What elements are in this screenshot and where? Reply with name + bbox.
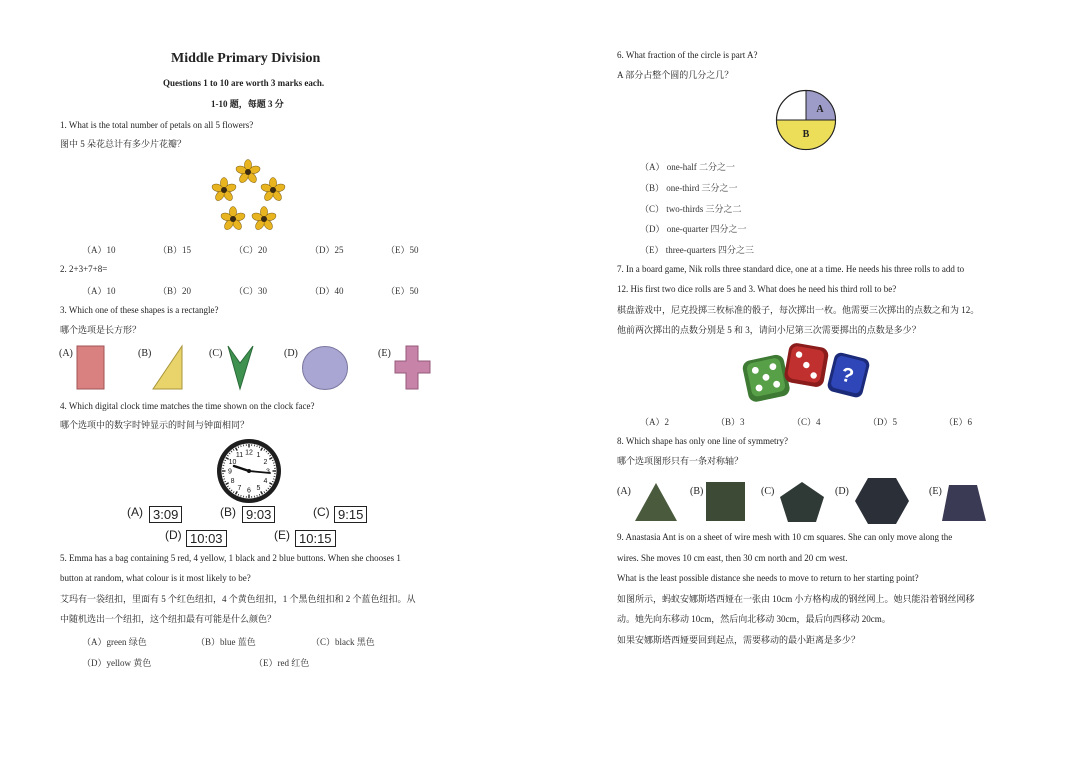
q5-text-en-2: button at random, what colour is it most likely to be? <box>60 573 251 583</box>
q8-label-c[interactable]: (C) <box>761 486 775 497</box>
q9-text-en-2: wires. She moves 10 cm east, then 30 cm north and 20 cm west. <box>617 553 848 563</box>
clock-face <box>215 437 283 505</box>
q7-option-c[interactable]: （C）4 <box>792 417 821 427</box>
cross-shape <box>394 345 432 391</box>
q7-option-b[interactable]: （B）3 <box>716 417 745 427</box>
clock-number: 2 <box>263 459 268 466</box>
q5-text-en-1: 5. Emma has a bag containing 5 red, 4 yellow, 1 black and 2 blue buttons. When she chooses 1 <box>60 553 401 563</box>
q8-label-b[interactable]: (B) <box>690 486 704 497</box>
q4-text-zh: 哪个选项中的数字时钟显示的时间与钟面相同？ <box>60 420 250 430</box>
q8-label-d[interactable]: (D) <box>835 486 849 497</box>
q3-label-a[interactable]: (A) <box>59 348 73 359</box>
q1-option-d[interactable]: （D）25 <box>310 245 344 255</box>
q5-option-d[interactable]: （D）yellow 黄色 <box>82 658 152 668</box>
q1-text-en: 1. What is the total number of petals on all 5 flowers? <box>60 120 254 130</box>
clock-tick <box>241 445 242 447</box>
q2-option-b[interactable]: （B）20 <box>158 286 192 296</box>
right-triangle-shape <box>152 345 184 391</box>
q4-label-d[interactable]: (D) <box>165 528 182 542</box>
q4-label-e[interactable]: (E) <box>274 528 290 542</box>
q6-option-e[interactable]: （E） three-quarters 四分之三 <box>640 245 754 255</box>
clock-tick <box>257 495 258 497</box>
q1-text-zh: 图中 5 朵花总计有多少片花瓣？ <box>60 139 187 149</box>
q8-label-e[interactable]: (E) <box>929 486 942 497</box>
square-shape <box>706 482 746 522</box>
q1-option-c[interactable]: （C）20 <box>234 245 268 255</box>
q7-text-zh-2: 他前两次掷出的点数分别是 5 和 3，请问小尼第三次需要掷出的点数是多少？ <box>617 325 921 335</box>
q8-label-a[interactable]: (A) <box>617 486 631 497</box>
digital-clock-c[interactable]: 9:15 <box>334 506 367 523</box>
digital-clock-b[interactable]: 9:03 <box>242 506 275 523</box>
clock-number: 4 <box>263 478 268 485</box>
q3-text-zh: 哪个选项是长方形？ <box>60 325 142 335</box>
triangle-shape <box>634 482 678 522</box>
q3-label-b[interactable]: (B) <box>138 348 152 359</box>
flower <box>211 178 237 203</box>
hexagon-shape <box>854 477 910 525</box>
q9-text-zh-1: 如图所示，蚂蚁安娜斯塔西娅在一张由 10cm 小方格构成的钢丝网上。她只能沿着钢丝网移 <box>617 594 975 604</box>
q3-label-d[interactable]: (D) <box>284 348 298 359</box>
q4-label-c[interactable]: (C) <box>313 505 330 519</box>
flowers-illustration <box>205 158 295 234</box>
q9-text-en-1: 9. Anastasia Ant is on a sheet of wire mesh with 10 cm squares. She can only move along the <box>617 532 953 542</box>
flower <box>251 207 277 232</box>
q6-option-c[interactable]: （C） two-thirds 三分之二 <box>640 204 742 214</box>
page-title: Middle Primary Division <box>171 51 321 66</box>
q7-option-e[interactable]: （E）6 <box>944 417 972 427</box>
q8-text-en: 8. Which shape has only one line of symmetry? <box>617 436 789 446</box>
circle-shape <box>301 345 349 391</box>
rectangle-shape <box>76 345 106 390</box>
q9-text-en-3: What is the least possible distance she needs to move to return to her starting point? <box>617 573 919 583</box>
clock-number: 7 <box>237 484 242 492</box>
q5-option-c[interactable]: （C）black 黑色 <box>311 637 375 647</box>
flower <box>220 207 246 232</box>
flower <box>260 178 286 203</box>
q5-option-b[interactable]: （B）blue 蓝色 <box>196 637 256 647</box>
q3-text-en: 3. Which one of these shapes is a rectangle? <box>60 305 219 315</box>
digital-clock-a[interactable]: 3:09 <box>149 506 182 523</box>
clock-number: 10 <box>228 459 237 466</box>
q4-text-en: 4. Which digital clock time matches the time shown on the clock face? <box>60 401 315 411</box>
q1-option-e[interactable]: （E）50 <box>386 245 419 255</box>
q6-option-b[interactable]: （B） one-third 三分之一 <box>640 183 738 193</box>
q7-option-a[interactable]: （A）2 <box>640 417 669 427</box>
q5-option-a[interactable]: （A）green 绿色 <box>82 637 147 647</box>
clock-number: 6 <box>247 487 251 495</box>
clock-number: 12 <box>245 449 253 457</box>
q6-option-a[interactable]: （A） one-half 二分之一 <box>640 162 735 172</box>
q2-option-a[interactable]: （A）10 <box>82 286 116 296</box>
clock-tick <box>241 495 242 497</box>
flower <box>235 160 261 185</box>
q2-option-d[interactable]: （D）40 <box>310 286 344 296</box>
q7-option-d[interactable]: （D）5 <box>868 417 897 427</box>
q7-text-zh-1: 棋盘游戏中，尼克投掷三枚标准的骰子，每次掷出一枚。他需要三次掷出的点数之和为 12。 <box>617 305 980 315</box>
clock-tick <box>273 463 275 464</box>
dice-illustration <box>742 343 872 409</box>
q7-text-en-1: 7. In a board game, Nik rolls three standard dice, one at a time. He needs his three rolls to add to <box>617 264 965 274</box>
q7-text-en-2: 12. His first two dice rolls are 5 and 3. What does he need his third roll to be? <box>617 284 897 294</box>
clock-number: 11 <box>235 452 244 460</box>
q2-option-e[interactable]: （E）50 <box>386 286 419 296</box>
q5-option-e[interactable]: （E）red 红色 <box>254 658 310 668</box>
trapezoid-shape <box>941 484 987 522</box>
subtitle-zh: 1-10 题，每题 3 分 <box>211 99 284 109</box>
part-a-label: A <box>816 104 824 115</box>
q3-label-e[interactable]: (E) <box>378 348 391 359</box>
clock-tick <box>273 479 275 480</box>
clock-number: 8 <box>230 478 235 485</box>
green-die <box>741 353 791 403</box>
q4-label-b[interactable]: (B) <box>220 505 236 519</box>
red-die <box>783 342 829 388</box>
q3-label-c[interactable]: (C) <box>209 348 223 359</box>
question-mark: ? <box>838 363 856 388</box>
clock-number: 5 <box>256 484 261 492</box>
clock-tick <box>257 445 258 447</box>
subtitle-en: Questions 1 to 10 are worth 3 marks each. <box>163 78 325 88</box>
q5-text-zh-1: 艾玛有一袋纽扣，里面有 5 个红色纽扣，4 个黄色纽扣，1 个黑色纽扣和 2 个蓝色纽扣。从 <box>60 594 416 604</box>
q1-option-b[interactable]: （B）15 <box>158 245 192 255</box>
part-b-label: B <box>802 129 810 140</box>
q2-text: 2. 2+3+7+8= <box>60 264 108 274</box>
digital-clock-d[interactable]: 10:03 <box>186 530 227 547</box>
q6-option-d[interactable]: （D） one-quarter 四分之一 <box>640 224 747 234</box>
clock-number: 1 <box>256 452 261 460</box>
clock-number: 9 <box>228 468 232 476</box>
digital-clock-e[interactable]: 10:15 <box>295 530 336 547</box>
q9-text-zh-3: 如果安娜斯塔西娅要回到起点，需要移动的最小距离是多少？ <box>617 635 861 645</box>
q2-option-c[interactable]: （C）30 <box>234 286 268 296</box>
arrowhead-shape <box>226 345 256 391</box>
clock-tick <box>223 463 225 464</box>
pentagon-shape <box>778 481 826 523</box>
blue-die <box>826 351 871 399</box>
q4-label-a[interactable]: (A) <box>127 505 143 519</box>
q5-text-zh-2: 中随机选出一个纽扣，这个纽扣最有可能是什么颜色？ <box>60 614 277 624</box>
q6-text-zh: A 部分占整个圆的几分之几？ <box>617 70 734 80</box>
fraction-circle <box>775 89 837 151</box>
q1-option-a[interactable]: （A）10 <box>82 245 116 255</box>
q6-text-en: 6. What fraction of the circle is part A? <box>617 50 758 60</box>
q9-text-zh-2: 动。她先向东移动 10cm，然后向北移动 30cm，最后向西移动 20cm。 <box>617 614 891 624</box>
clock-tick <box>223 479 225 480</box>
q8-text-zh: 哪个选项图形只有一条对称轴？ <box>617 456 744 466</box>
